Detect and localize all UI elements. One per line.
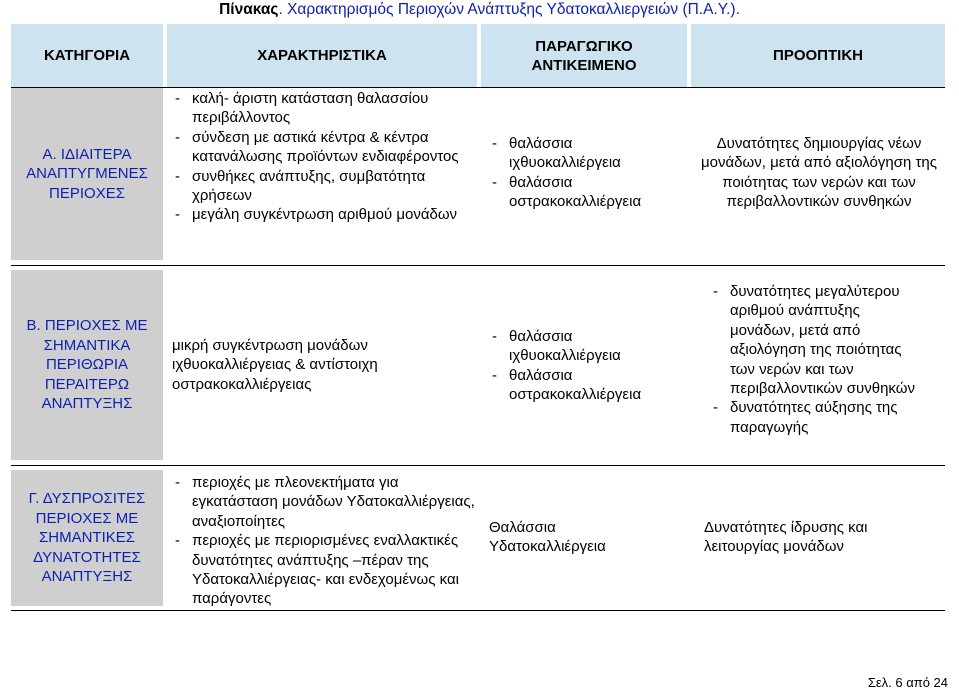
column-header-production: ΠΑΡΑΓΩΓΙΚΟ ΑΝΤΙΚΕΙΜΕΝΟ [481, 24, 687, 87]
list-item: - θαλάσσια οστρακοκαλλιέργεια [492, 173, 642, 211]
list-item: - μεγάλη συγκέντρωση αριθμού μονάδων [175, 206, 458, 224]
row-divider [11, 465, 945, 466]
outlook-c: Δυνατότητες ίδρυσης και λειτουργίας μονάδων [704, 519, 868, 556]
list-item: - περιοχές με πλεονεκτήματα για εγκατάσταση μονάδων Υδατοκαλλιέργειας, αναξιοποίητες [175, 474, 475, 530]
list-item: - καλή- άριστη κατάσταση θαλασσίου περιβάλλοντος [175, 90, 429, 127]
title-bold: Πίνακας [219, 1, 279, 18]
row-divider [11, 87, 945, 88]
features-list-c [175, 473, 475, 609]
list-item: - θαλάσσια ιχθυοκαλλιέργεια [492, 135, 621, 172]
list-item: - δυνατότητες αύξησης της παραγωγής [713, 399, 898, 436]
column-header-features: ΧΑΡΑΚΤΗΡΙΣΤΙΚΑ [167, 24, 477, 87]
category-cell-a: Α. ΙΔΙΑΙΤΕΡΑ ΑΝΑΠΤΥΓΜΕΝΕΣ ΠΕΡΙΟΧΕΣ [11, 88, 163, 260]
list-item: - θαλάσσια οστρακοκαλλιέργεια [492, 366, 642, 404]
row-divider [11, 265, 945, 266]
production-list-b [492, 327, 657, 405]
column-header-category: ΚΑΤΗΓΟΡΙΑ [11, 24, 163, 87]
features-b: μικρή συγκέντρωση μονάδων ιχθυοκαλλιέργειας & αντίστοιχη οστρακοκαλλιέργειας [172, 337, 378, 393]
category-cell-b: Β. ΠΕΡΙΟΧΕΣ ΜΕ ΣΗΜΑΝΤΙΚΑ ΠΕΡΙΘΩΡΙΑ ΠΕΡΑΙΤΕΡΩ ΑΝΑΠΤΥΞΗΣ [11, 270, 163, 460]
list-item: - περιοχές με περιορισμένες εναλλακτικές δυνατότητες ανάπτυξης –πέραν της Υδατοκαλλιέργειας- και ενδεχομένως και παράγοντες [175, 532, 459, 608]
outlook-list-b [713, 282, 918, 437]
list-item: - σύνδεση με αστικά κέντρα & κέντρα κατανάλωσης προϊόντων ενδιαφέροντος [175, 128, 459, 166]
column-header-outlook: ΠΡΟΟΠΤΙΚΗ [691, 24, 945, 87]
page-title [0, 0, 959, 20]
list-item: - θαλάσσια ιχθυοκαλλιέργεια [492, 328, 621, 365]
category-cell-c: Γ. ΔΥΣΠΡΟΣΙΤΕΣ ΠΕΡΙΟΧΕΣ ΜΕ ΣΗΜΑΝΤΙΚΕΣ ΔΥΝΑΤΟΤΗΤΕΣ ΑΝΑΠΤΥΞΗΣ [11, 470, 163, 606]
outlook-a: Δυνατότητες δημιουργίας νέων μονάδων, μετά από αξιολόγηση της ποιότητας των νερών και των περιβαλλοντικών συνθηκών [701, 135, 937, 211]
list-item: - δυνατότητες μεγαλύτερου αριθμού ανάπτυξης μονάδων, μετά από αξιολόγηση της ποιότητας των νερών και των περιβαλλοντικών συνθηκών [713, 283, 915, 398]
page-number: Σελ. 6 από 24 [867, 675, 948, 690]
production-c: Θαλάσσια Υδατοκαλλιέργεια [489, 519, 606, 556]
title-text: . Χαρακτηρισμός Περιοχών Ανάπτυξης Υδατοκαλλιεργειών (Π.Α.Υ.). [278, 1, 740, 18]
features-list-a [175, 89, 475, 225]
list-item: - συνθήκες ανάπτυξης, συμβατότητα χρήσεων [175, 167, 426, 205]
row-divider [11, 610, 945, 611]
production-list-a [492, 134, 657, 212]
